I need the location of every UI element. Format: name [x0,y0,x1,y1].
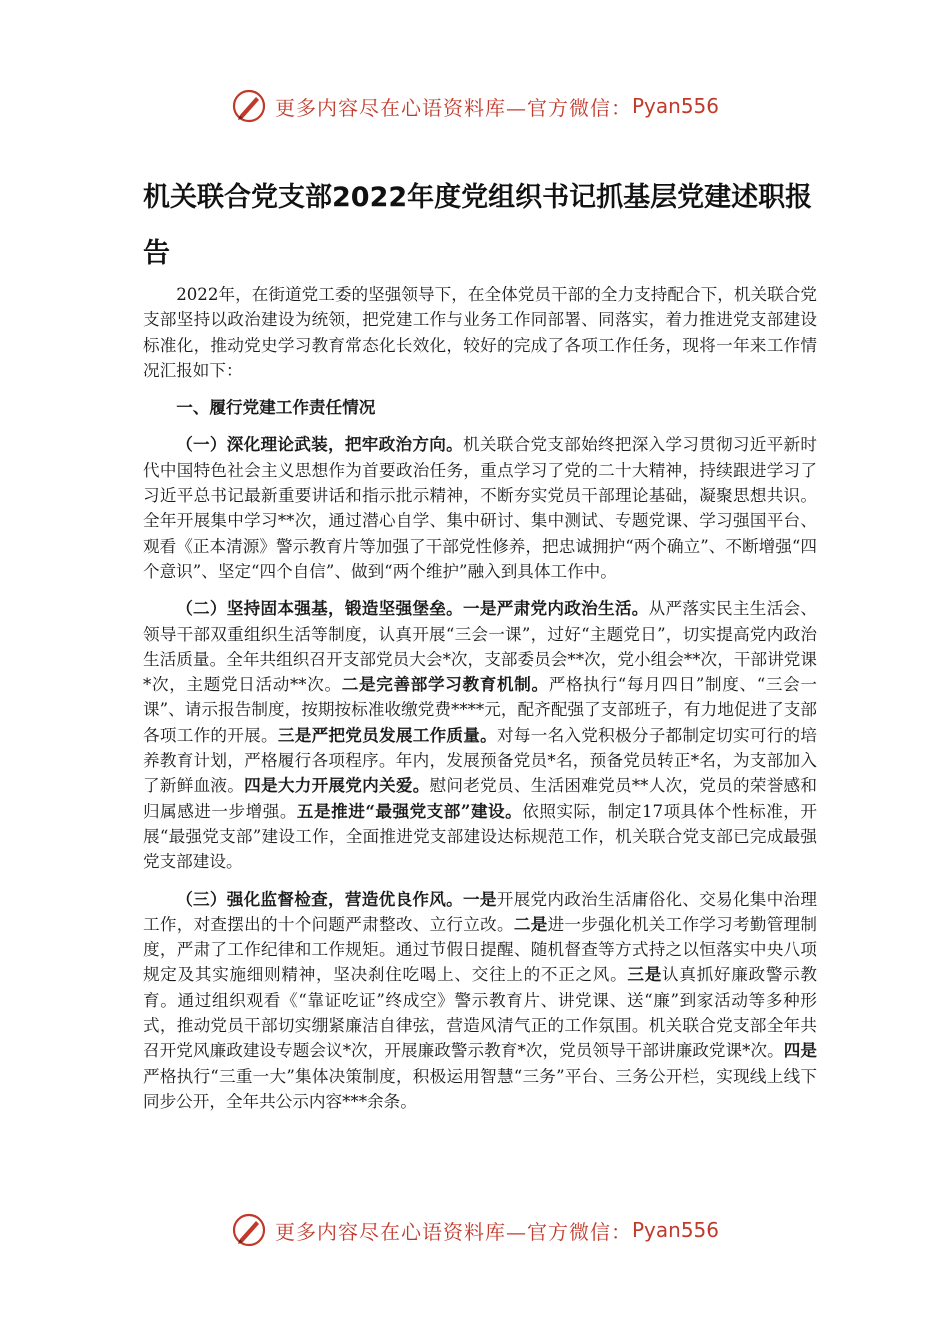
point-text: 认真抓好廉政警示教育。通过组织观看《“靠证吃证”终成空》警示教育片、讲党课、送“廉”到家活动等多种形式，推动党员干部切实绷紧廉洁自律弦，营造风清气正的工作氛围。机关联合党支部全年共召开党风廉政建设专题会议*次，开展廉政警示教育*次，党员领导干部讲廉政党课*次。 [143,965,818,1061]
pen-logo-icon [231,88,267,124]
bottom-banner [0,1210,950,1250]
point-lead: 四是大力开展党内关爱。 [244,775,430,796]
section-heading: 一、履行党建工作责任情况 [176,397,376,418]
point-lead: 四是 [783,1040,818,1061]
point-lead: 二是 [513,913,548,934]
intro-paragraph: 2022年，在街道党工委的坚强领导下，在全体党员干部的全力支持配合下，机关联合党支部坚持以政治建设为统领，把党建工作与业务工作同部署、同落实，着力推进党支部建设标准化，推动党史学习教育常态化长效化，较好的完成了各项工作任务，现将一年来工作情况汇报如下： [143,285,817,380]
paragraph-text: 机关联合党支部始终把深入学习贯彻习近平新时代中国特色社会主义思想作为首要政治任务，重点学习了党的二十大精神，持续跟进学习了习近平总书记最新重要讲话和指示批示精神，不断夯实党员干部理论基础，凝聚思想共识。全年开展集中学习**次，通过潜心自学、集中研讨、集中测试、专题党课、学习强国平台、观看《正本清源》警示教育片等加强了干部党性修养，把忠诚拥护“两个确立”、不断增强“四个意识”、坚定“四个自信”、做到“两个维护”融入到具体工作中。 [143,435,818,581]
point-text: 慰问老党员、生活困难党员**人次，党员的荣誉感和归属感进一步增强。 [143,776,817,821]
banner-text: 更多内容尽在心语资料库—官方微信： [274,1219,632,1244]
point-lead: 二是完善部学习教育机制。 [341,674,549,695]
point-lead: 一是严肃党内政治生活。 [463,598,649,619]
paragraph-theory [143,432,817,584]
point-text: 严格执行“三重一大”集体决策制度，积极运用智慧“三务”平台、三务公开栏，实现线上线下同步公开，全年共公示内容***余条。 [143,1066,817,1111]
paragraph-lead: （三）强化监督检查，营造优良作风。 [176,888,463,909]
point-lead: 三是严把党员发展工作质量。 [277,724,497,745]
pen-logo-icon [231,1212,267,1248]
banner-wechat-id: Pyan556 [631,1218,719,1242]
point-lead: 五是推进“最强党支部”建设。 [296,800,523,821]
document-title: 机关联合党支部2022年度党组织书记抓基层党建述职报告 [143,182,813,269]
point-text: 开展党内政治生活庸俗化、交易化集中治理工作，对查摆出的十个问题严肃整改、立行立改。 [143,889,818,934]
top-banner [0,86,950,126]
point-text: 严格执行“每月四日”制度、“三会一课”、请示报告制度，按期按标准收缴党费****元，配齐配强了支部班子，有力地促进了支部各项工作的开展。 [143,675,818,745]
banner-wechat-id: Pyan556 [631,94,719,118]
point-text: 从严落实民主生活会、领导干部双重组织生活等制度，认真开展“三会一课”，过好“主题党日”，切实提高党内政治生活质量。全年共组织召开支部党员大会*次，支部委员会**次，党小组会**次，干部讲党课*次，主题党日活动**次。 [143,599,818,695]
point-lead: 一是 [463,888,497,909]
point-lead: 三是 [627,964,663,985]
paragraph-foundation [143,596,817,874]
document-body [143,282,817,1126]
paragraph-lead: （二）坚持固本强基，锻造坚强堡垒。 [176,598,463,619]
paragraph-supervision [143,887,817,1115]
paragraph-lead: （一）深化理论武装，把牢政治方向。 [176,434,463,455]
point-text: 进一步强化机关工作学习考勤管理制度，严肃了工作纪律和工作规矩。通过节假日提醒、随机督查等方式持之以恒落实中央八项规定及其实施细则精神，坚决刹住吃喝上、交往上的不正之风。 [143,914,818,985]
point-text: 对每一名入党积极分子都制定切实可行的培养教育计划，严格履行各项程序。年内，发展预备党员*名，预备党员转正*名，为支部加入了新鲜血液。 [143,725,818,796]
banner-text: 更多内容尽在心语资料库—官方微信： [274,95,632,120]
point-text: 依照实际，制定17项具体个性标准，开展“最强党支部”建设工作，全面推进党支部建设达标规范工作，机关联合党支部已完成最强党支部建设。 [143,801,817,872]
